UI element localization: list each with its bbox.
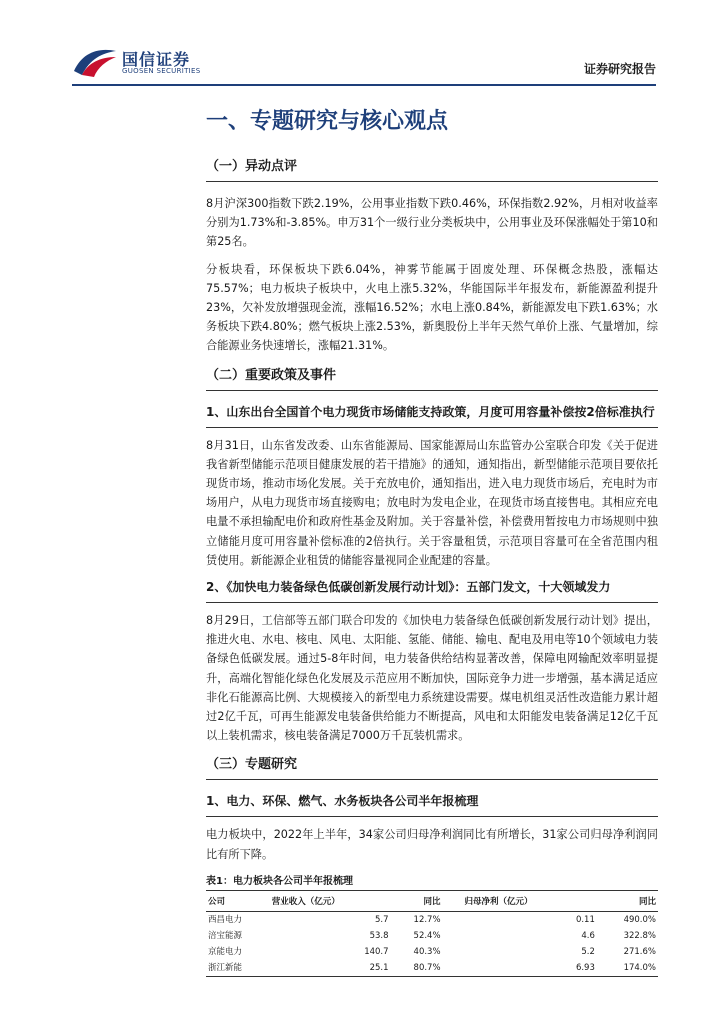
cell-net-profit: 6.93 [443, 960, 597, 977]
paragraph-sector-breakdown: 分板块看，环保板块下跌6.04%，神雾节能属于固废处理、环保概念热股，涨幅达75.57%；电力板块子板块中，火电上涨5.32%，华能国际半年报发布，新能源盈利提升23%，欠补发放增强现金流，涨幅16.52%；水电上涨0.84%，新能源发电下跌1.63%；水务板块下跌4.80%；燃气板块上涨2.53%，新奥股份上半年天然气单价上涨、气量增加，综合能源业务快速增长，涨幅21.31%。 [206, 262, 658, 353]
cell-revenue-yoy: 80.7% [391, 960, 443, 977]
policy-item-1-text: 8月31日，山东省发改委、山东省能源局、国家能源局山东监管办公室联合印发《关于促进我省新型储能示范项目健康发展的若干措施》的通知，通知指出，新型储能示范项目要依托现货市场，推动市场化发展。关于充放电价，通知指出，进入电力现货市场后，充电时为市场用户，从电力现货市场直接购电；放电时为发电企业，在现货市场直接售电。其相应充电电量不承担输配电价和政府性基金及附加。关于容量补偿，补偿费用暂按电力市场规则中独立储能月度可用容量补偿标准的2倍执行。关于容量租赁，示范项目容量可在全省范围内租赁使用。新能源企业租赁的储能容量视同企业配建的容量。 [206, 438, 658, 567]
table-row [206, 960, 658, 977]
cell-revenue-yoy: 52.4% [413, 930, 441, 941]
research-item-1-title: 1、电力、环保、燃气、水务板块各公司半年报梳理 [206, 792, 658, 817]
guosen-logo-icon [72, 45, 118, 79]
section-heading-policy: （二）重要政策及事件 [206, 364, 658, 391]
report-body [206, 100, 658, 977]
cell-revenue: 5.7 [375, 914, 389, 925]
cell-company: 涪宝能源 [208, 930, 243, 941]
cell-revenue: 53.8 [369, 930, 389, 941]
page-header [0, 0, 724, 90]
table-row [206, 944, 658, 960]
table-row [206, 911, 658, 928]
cell-revenue: 25.1 [270, 960, 391, 977]
table-title: 表1：电力板块各公司半年报梳理 [206, 875, 353, 887]
research-item-1-text: 电力板块中，2022年上半年，34家公司归母净利润同比有所增长，31家公司归母净利润同比有所下降。 [206, 828, 658, 861]
table-header-row [206, 890, 658, 911]
paragraph-index-performance: 8月沪深300指数下跌2.19%，公用事业指数下跌0.46%，环保指数2.92%，月相对收益率分别为1.73%和-3.85%。申万31个一级行业分类板块中，公用事业及环保涨幅处于第10和第25名。 [206, 197, 658, 249]
cell-revenue: 140.7 [364, 946, 389, 957]
cell-net-profit-yoy: 490.0% [623, 914, 656, 925]
chapter-title: 一、专题研究与核心观点 [206, 109, 449, 134]
cell-net-profit-yoy: 271.6% [623, 946, 656, 957]
table-row [206, 928, 658, 944]
cell-company: 浙江新能 [206, 960, 270, 977]
col-net-profit-yoy: 同比 [597, 890, 658, 911]
cell-company: 京能电力 [208, 946, 243, 957]
section-heading-research: （三）专题研究 [206, 753, 658, 780]
logo-english-name: GUOSEN SECURITIES [122, 67, 201, 75]
guosen-logo [72, 45, 202, 85]
header-divider [72, 84, 656, 86]
col-revenue: 营业收入（亿元） [270, 890, 391, 911]
cell-net-profit: 0.11 [575, 914, 595, 925]
section-heading-anomaly: （一）异动点评 [206, 155, 658, 182]
col-revenue-yoy: 同比 [391, 890, 443, 911]
cell-net-profit-yoy: 174.0% [597, 960, 658, 977]
earnings-table [206, 890, 658, 977]
logo-chinese-name: 国信证券 [122, 50, 191, 69]
cell-net-profit: 5.2 [581, 946, 595, 957]
cell-company: 西昌电力 [208, 914, 243, 925]
policy-item-2-title: 2、《加快电力装备绿色低碳创新发展行动计划》：五部门发文，十大领域发力 [206, 578, 658, 603]
report-type-label: 证券研究报告 [583, 62, 656, 76]
col-net-profit: 归母净利（亿元） [443, 890, 597, 911]
policy-item-2-text: 8月29日，工信部等五部门联合印发的《加快电力装备绿色低碳创新发展行动计划》提出，推进火电、水电、核电、风电、太阳能、氢能、储能、输电、配电及用电等10个领域电力装备绿色低碳发展。通过5-8年时间，电力装备供给结构显著改善，保障电网输配效率明显提升，高端化智能化绿色化发展及示范应用不断加快，国际竞争力进一步增强，基本满足适应非化石能源高比例、大规模接入的新型电力系统建设需要。煤电机组灵活性改造能力累计超过2亿千瓦，可再生能源发电装备供给能力不断提高，风电和太阳能发电装备满足12亿千瓦以上装机需求，核电装备满足7000万千瓦装机需求。 [206, 614, 658, 743]
cell-revenue-yoy: 40.3% [413, 946, 441, 957]
cell-net-profit-yoy: 322.8% [623, 930, 656, 941]
cell-revenue-yoy: 12.7% [413, 914, 441, 925]
policy-item-1-title: 1、山东出台全国首个电力现货市场储能支持政策，月度可用容量补偿按2倍标准执行 [206, 403, 658, 428]
cell-net-profit: 4.6 [581, 930, 595, 941]
col-company: 公司 [206, 890, 270, 911]
